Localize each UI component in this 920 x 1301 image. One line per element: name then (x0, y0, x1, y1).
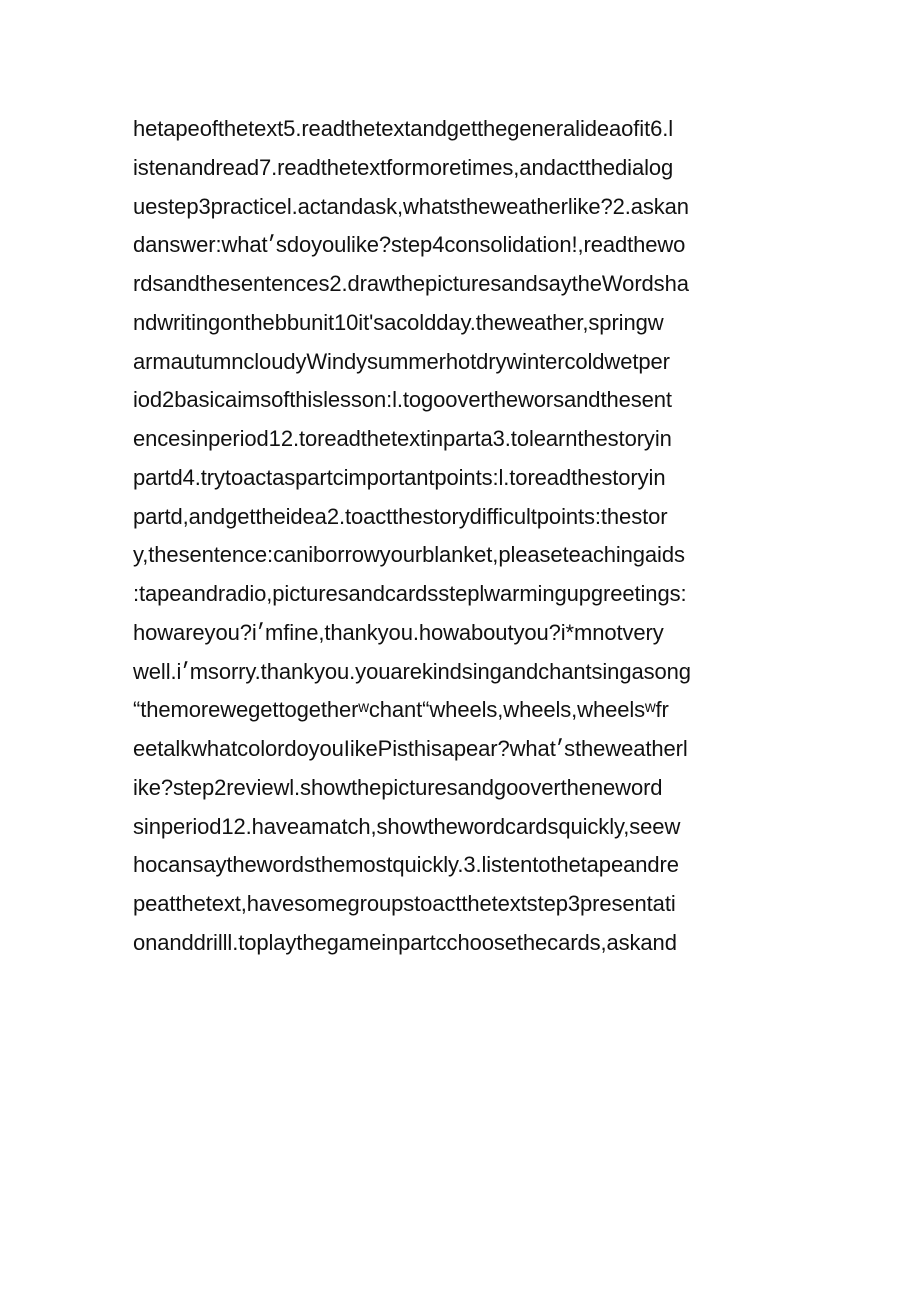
text-line: partd,andgettheidea2.toactthestorydifficultpoints:thestor (133, 503, 668, 529)
text-line: armautumncloudyWindysummerhotdrywintercoldwetper (133, 348, 670, 374)
text-line: uestep3practicel.actandask,whatstheweatherlike?2.askan (133, 193, 689, 219)
text-line: danswer:what׳sdoyoulike?step4consolidation!,readthewo (133, 232, 686, 258)
text-line: ndwritingonthebbunit10it'sacoldday.theweather,springw (133, 309, 664, 335)
text-line: :tapeandradio,picturesandcardssteplwarmingupgreetings: (133, 581, 687, 606)
text-line: peatthetext,havesomegroupstoactthetextstep3presentati (133, 891, 676, 916)
text-line: y,thesentence:caniborrowyourblanket,pleaseteachingaids (133, 542, 685, 568)
text-line: well.i׳msorry.thankyou.youarekindsingandchantsingasong (133, 658, 691, 684)
text-line: “themorewegettogetherʷchant“wheels,wheels,wheelsʷfr (133, 697, 669, 723)
text-line: sinperiod12.haveamatch,showthewordcardsquickly,seew (133, 813, 681, 839)
text-line: hetapeofthetext5.readthetextandgetthegeneralideaofit6.l (133, 116, 674, 141)
text-line: eetalkwhatcolordoyouIikePisthisapear?what׳stheweatherl (133, 736, 688, 761)
text-line: ike?step2reviewl.showthepicturesandgoovertheneword (133, 774, 663, 800)
text-line: hocansaythewordsthemostquickly.3.listentothetapeandre (133, 852, 679, 878)
text-line: onanddrilll.toplaythegameinpartcchoosethecards,askand (133, 929, 677, 955)
text-line: partd4.trytoactaspartcimportantpoints:l.toreadthestoryin (133, 464, 666, 490)
text-line: istenandread7.readthetextformoretimes,andactthedialog (133, 154, 674, 180)
body-text (133, 110, 793, 963)
text-line: rdsandthesentences2.drawthepicturesandsaytheWordsha (133, 271, 689, 296)
text-line: howareyou?i׳mfine,thankyou.howaboutyou?i*mnotvery (133, 619, 664, 645)
text-line: iod2basicaimsofthislesson:l.togoovertheworsandthesent (133, 387, 672, 413)
text-line: encesinperiod12.toreadthetextinparta3.tolearnthestoryin (133, 426, 672, 451)
